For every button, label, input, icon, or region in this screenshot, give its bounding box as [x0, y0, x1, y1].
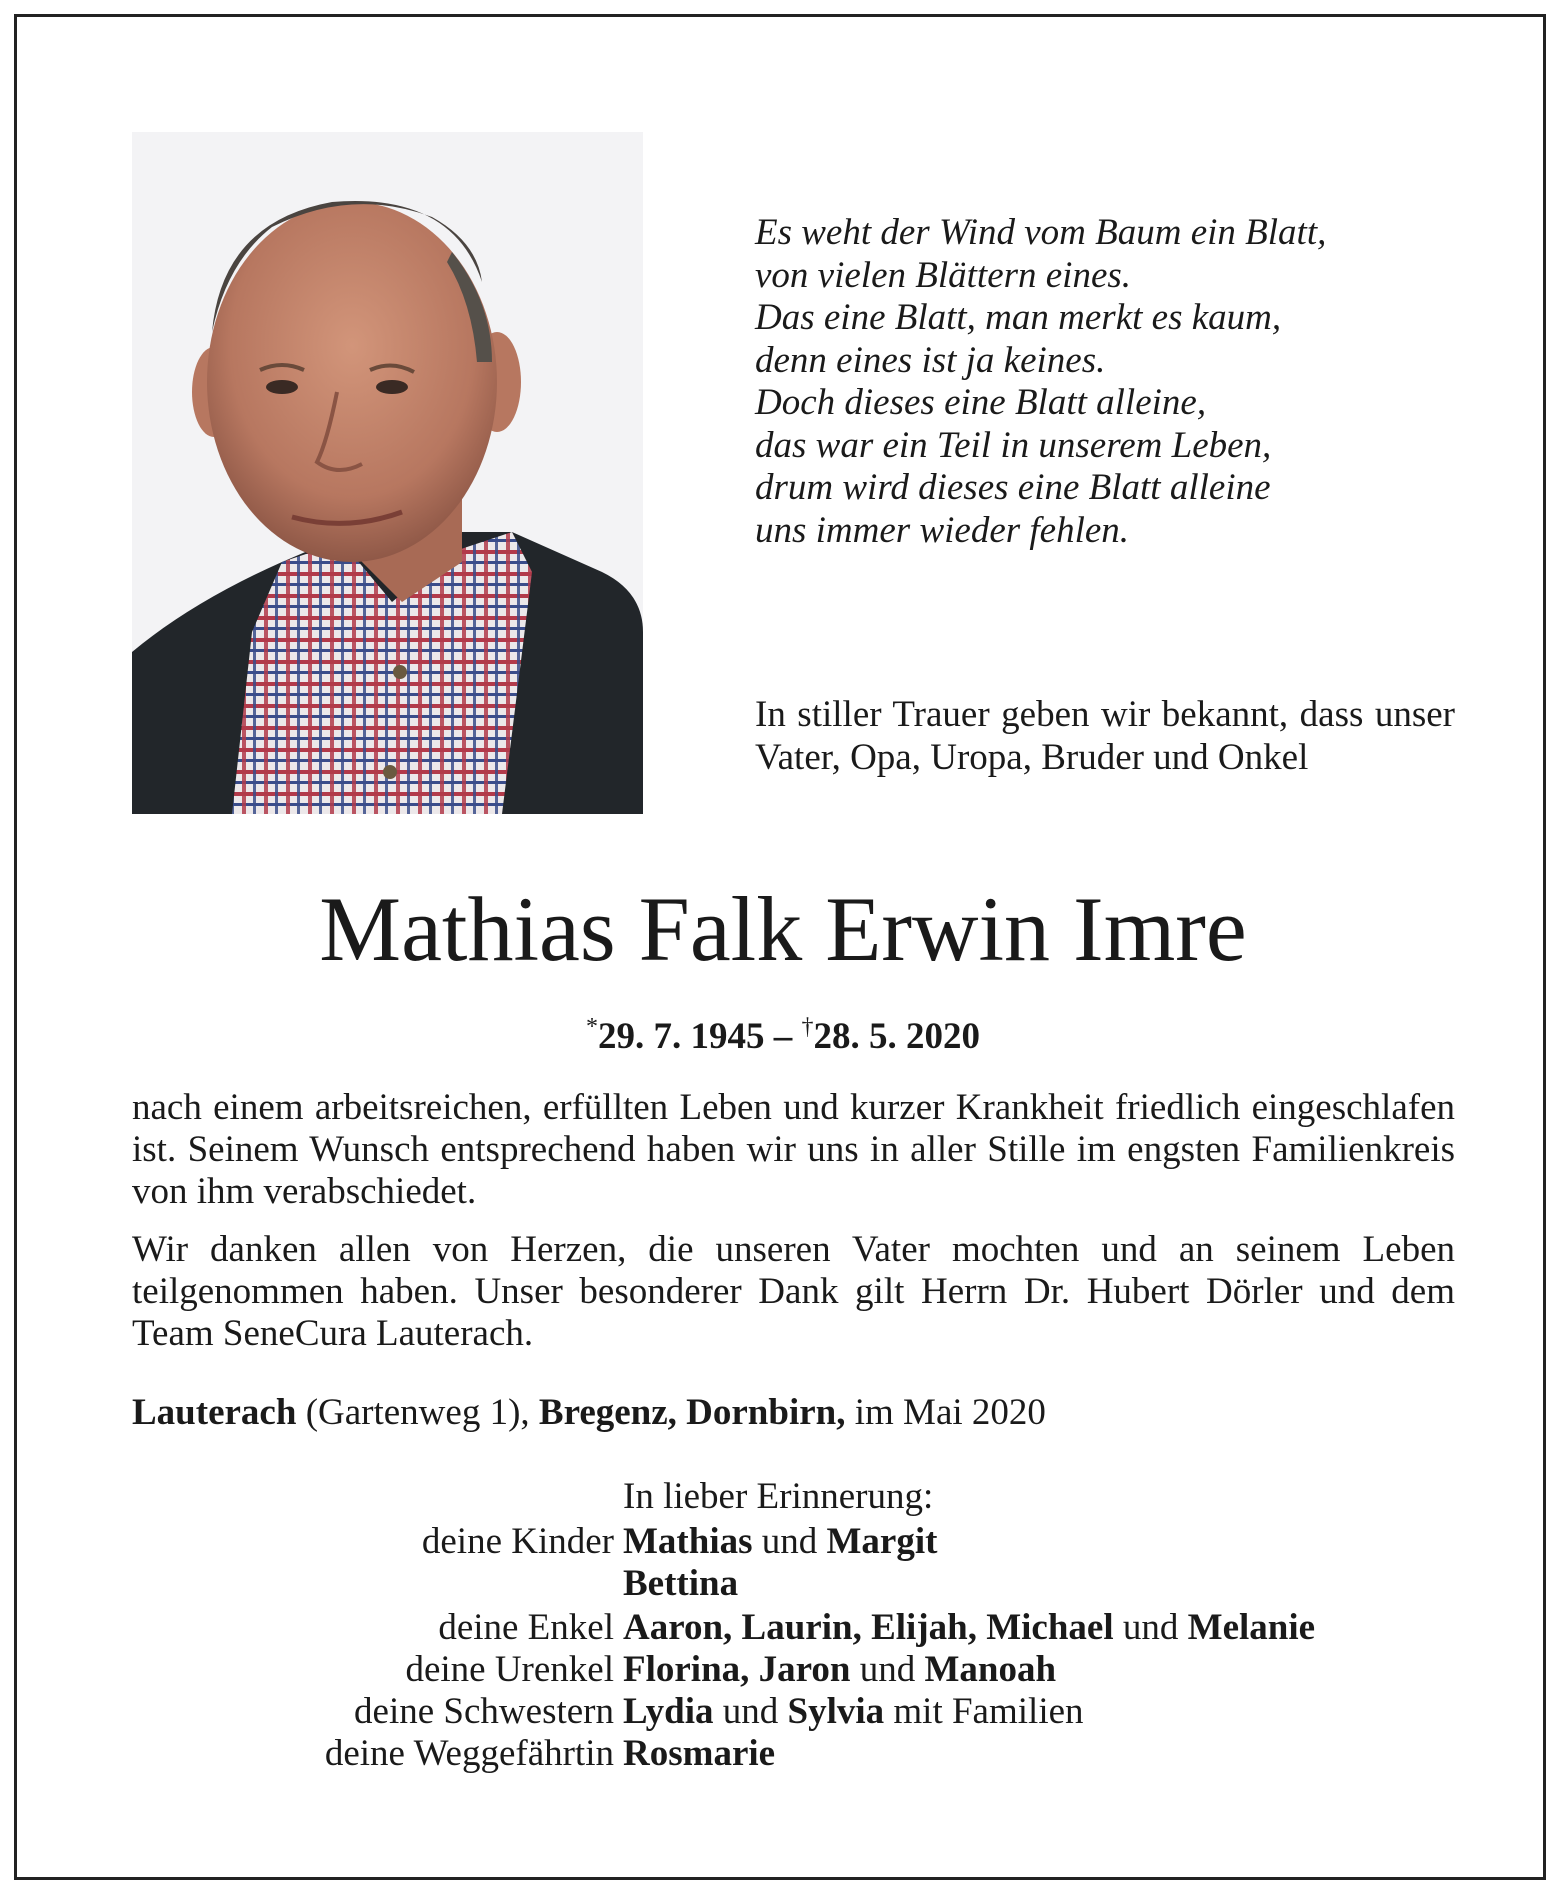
memorial-poem: Es weht der Wind vom Baum ein Blatt, von vielen Blättern eines. Das eine Blatt, man merkt es kaum, denn eines ist ja keines. Doch dieses eine Blatt alleine, das war ein Teil in unserem Leben, drum wird dieses eine Blatt alleine uns immer wieder fehlen. [755, 212, 1327, 551]
family-row-sisters [17, 1691, 1546, 1733]
grandchildren-conjunction: und [1113, 1607, 1188, 1648]
sisters-conjunction: und [713, 1691, 788, 1732]
family-row-companion [17, 1733, 1546, 1775]
announcement-intro: In stiller Trauer geben wir bekannt, dass unser Vater, Opa, Uropa, Bruder und Onkel [755, 694, 1455, 778]
family-names-greatgrandchildren [623, 1649, 1056, 1691]
sister-name-1: Lydia [623, 1691, 714, 1732]
obituary-frame [14, 14, 1546, 1880]
place-cities: Bregenz, Dornbirn, [538, 1392, 846, 1433]
death-date: 28. 5. 2020 [813, 1016, 980, 1057]
family-names-children [623, 1521, 937, 1563]
deceased-name: Mathias Falk Erwin Imre [319, 878, 1247, 980]
child-name-3: Bettina [623, 1563, 739, 1604]
sister-name-2: Sylvia [787, 1691, 885, 1732]
paragraph-passing: nach einem arbeitsreichen, erfüllten Leben und kurzer Krankheit friedlich eingeschlafen ist. Seinem Wunsch entsprechend haben wir uns in aller Stille im engsten Familienkreis von ihm verabschiedet. [132, 1087, 1455, 1212]
child-name-1: Mathias [623, 1521, 753, 1562]
birth-date: 29. 7. 1945 [598, 1016, 765, 1057]
birth-symbol: * [586, 1014, 598, 1040]
place-town: Lauterach [132, 1392, 297, 1433]
family-row-greatgrandchildren [17, 1649, 1546, 1691]
greatgrandchild-last: Manoah [924, 1649, 1057, 1690]
family-row-children-2 [17, 1563, 1546, 1605]
family-names-children-2 [623, 1563, 738, 1605]
children-conjunction: und [752, 1521, 827, 1562]
place-and-date [132, 1391, 1455, 1435]
greatgrandchildren-conjunction: und [850, 1649, 925, 1690]
family-names-grandchildren [623, 1607, 1315, 1649]
family-label-greatgrandchildren: deine Urenkel [405, 1649, 614, 1690]
family-row-children [17, 1521, 1546, 1563]
greatgrandchildren-names: Florina, Jaron [623, 1649, 851, 1690]
companion-name: Rosmarie [623, 1733, 776, 1774]
family-label-companion: deine Weggefährtin [324, 1733, 614, 1774]
life-dates [17, 1005, 1546, 1059]
death-symbol: † [801, 1014, 814, 1040]
family-names-sisters [623, 1691, 1084, 1733]
place-address: (Gartenweg 1), [296, 1392, 539, 1433]
family-label-sisters: deine Schwestern [354, 1691, 614, 1732]
portrait-photo [132, 132, 643, 814]
family-label-grandchildren: deine Enkel [438, 1607, 614, 1648]
family-names-companion [623, 1733, 775, 1775]
grandchildren-names: Aaron, Laurin, Elijah, Michael [623, 1607, 1114, 1648]
family-row-grandchildren [17, 1607, 1546, 1649]
family-label-children: deine Kinder [421, 1521, 614, 1562]
paragraph-thanks: Wir danken allen von Herzen, die unseren Vater mochten und an seinem Leben teilgenommen haben. Unser besonderer Dank gilt Herrn Dr. Hubert Dörler und dem Team SeneCura Lauterach. [132, 1229, 1455, 1354]
sisters-suffix: mit Familien [884, 1691, 1084, 1732]
portrait-illustration [132, 132, 643, 814]
grandchild-last: Melanie [1187, 1607, 1316, 1648]
place-date: im Mai 2020 [845, 1392, 1046, 1433]
child-name-2: Margit [826, 1521, 938, 1562]
date-separator: – [764, 1016, 802, 1057]
memory-heading: In lieber Erinnerung: [623, 1476, 934, 1517]
